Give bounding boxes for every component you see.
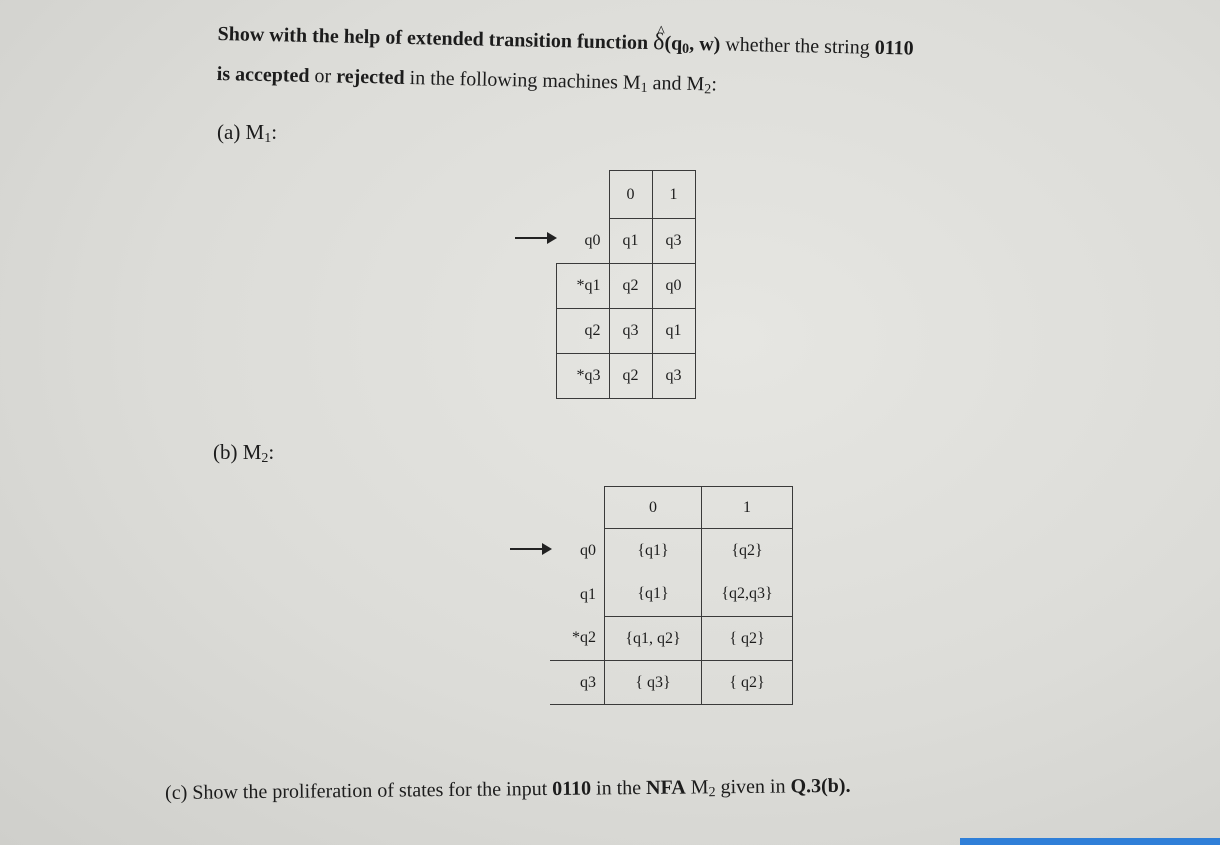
part-a-sub: 1 — [264, 131, 272, 146]
accepted-word: accepted — [234, 63, 310, 87]
part-c-mid: in the — [596, 777, 642, 800]
table-header-row — [550, 487, 793, 529]
table-row — [557, 354, 696, 399]
header-corner — [550, 487, 605, 529]
state-cell: q2 — [557, 309, 610, 354]
table-row — [550, 573, 793, 617]
delta-args-open: (q — [664, 32, 683, 55]
transition-cell: q3 — [652, 354, 695, 399]
table-row — [550, 617, 793, 661]
header-col-1: 1 — [702, 487, 793, 529]
part-a-label-text: (a) M — [217, 120, 265, 144]
bottom-edge-bar — [960, 838, 1220, 845]
or-word: or — [314, 65, 332, 88]
part-b-colon: : — [268, 440, 275, 464]
header-col-0: 0 — [609, 171, 652, 219]
transition-cell: q2 — [609, 264, 652, 309]
transition-cell: { q2} — [702, 661, 793, 705]
part-c-m: M — [690, 776, 709, 799]
question-colon: : — [711, 73, 718, 96]
m1-sub: 1 — [640, 80, 648, 97]
part-c-prefix: (c) Show the proliferation of states for the input — [165, 777, 548, 804]
part-b-sub: 2 — [261, 451, 269, 466]
state-cell: q0 — [550, 529, 605, 573]
transition-cell: {q1, q2} — [605, 617, 702, 661]
part-b-label — [213, 440, 274, 467]
and-m-text: and M — [652, 72, 705, 96]
table-row — [557, 219, 696, 264]
question-string: 0110 — [874, 36, 914, 60]
part-c-nfa: NFA — [646, 776, 686, 799]
transition-cell: q0 — [652, 264, 695, 309]
state-cell: q0 — [557, 219, 610, 264]
question-suffix: whether the string — [725, 33, 870, 59]
state-cell: *q3 — [557, 354, 610, 399]
part-c-input: 0110 — [552, 777, 592, 800]
state-cell: q1 — [550, 573, 605, 617]
table-row — [557, 264, 696, 309]
delta-args-close: , w) — [689, 32, 721, 56]
machines-text: in the following machines M — [409, 67, 641, 94]
transition-cell: {q1} — [605, 573, 702, 617]
transition-cell: {q1} — [605, 529, 702, 573]
table-row — [557, 309, 696, 354]
rejected-word: rejected — [335, 65, 405, 89]
transition-cell: { q2} — [702, 617, 793, 661]
transition-cell: q1 — [652, 309, 695, 354]
transition-cell: q2 — [609, 354, 652, 399]
m2-sub: 2 — [704, 82, 712, 98]
transition-cell: q1 — [609, 219, 652, 264]
part-c-ref: Q.3(b). — [790, 774, 851, 798]
table-header-row — [557, 171, 696, 219]
table-row — [550, 661, 793, 705]
state-cell: *q2 — [550, 617, 605, 661]
delta-args-sub: 0 — [681, 41, 690, 57]
start-arrow-m2 — [510, 548, 550, 550]
table-row — [550, 529, 793, 573]
transition-cell: {q2} — [702, 529, 793, 573]
part-b-label-text: (b) M — [213, 440, 262, 464]
question-text — [216, 16, 1078, 115]
header-col-1: 1 — [652, 171, 695, 219]
transition-cell: { q3} — [605, 661, 702, 705]
transition-table-m1 — [556, 170, 696, 399]
transition-cell: q3 — [652, 219, 695, 264]
start-arrow-m1 — [515, 237, 555, 239]
question-prefix: Show with the help of extended transition function — [217, 22, 649, 55]
part-c-given: given in — [720, 775, 786, 799]
delta-hat-symbol: ^ δ — [653, 29, 665, 55]
part-c-text — [165, 775, 851, 807]
part-a-label — [217, 120, 277, 147]
part-a-colon: : — [271, 120, 278, 144]
is-word: is — [216, 62, 231, 86]
transition-cell: {q2,q3} — [702, 573, 793, 617]
header-corner — [557, 171, 610, 219]
state-cell: *q1 — [557, 264, 610, 309]
part-c-m-sub: 2 — [708, 785, 716, 801]
state-cell: q3 — [550, 661, 605, 705]
transition-table-m2 — [550, 486, 793, 705]
transition-cell: q3 — [609, 309, 652, 354]
header-col-0: 0 — [605, 487, 702, 529]
